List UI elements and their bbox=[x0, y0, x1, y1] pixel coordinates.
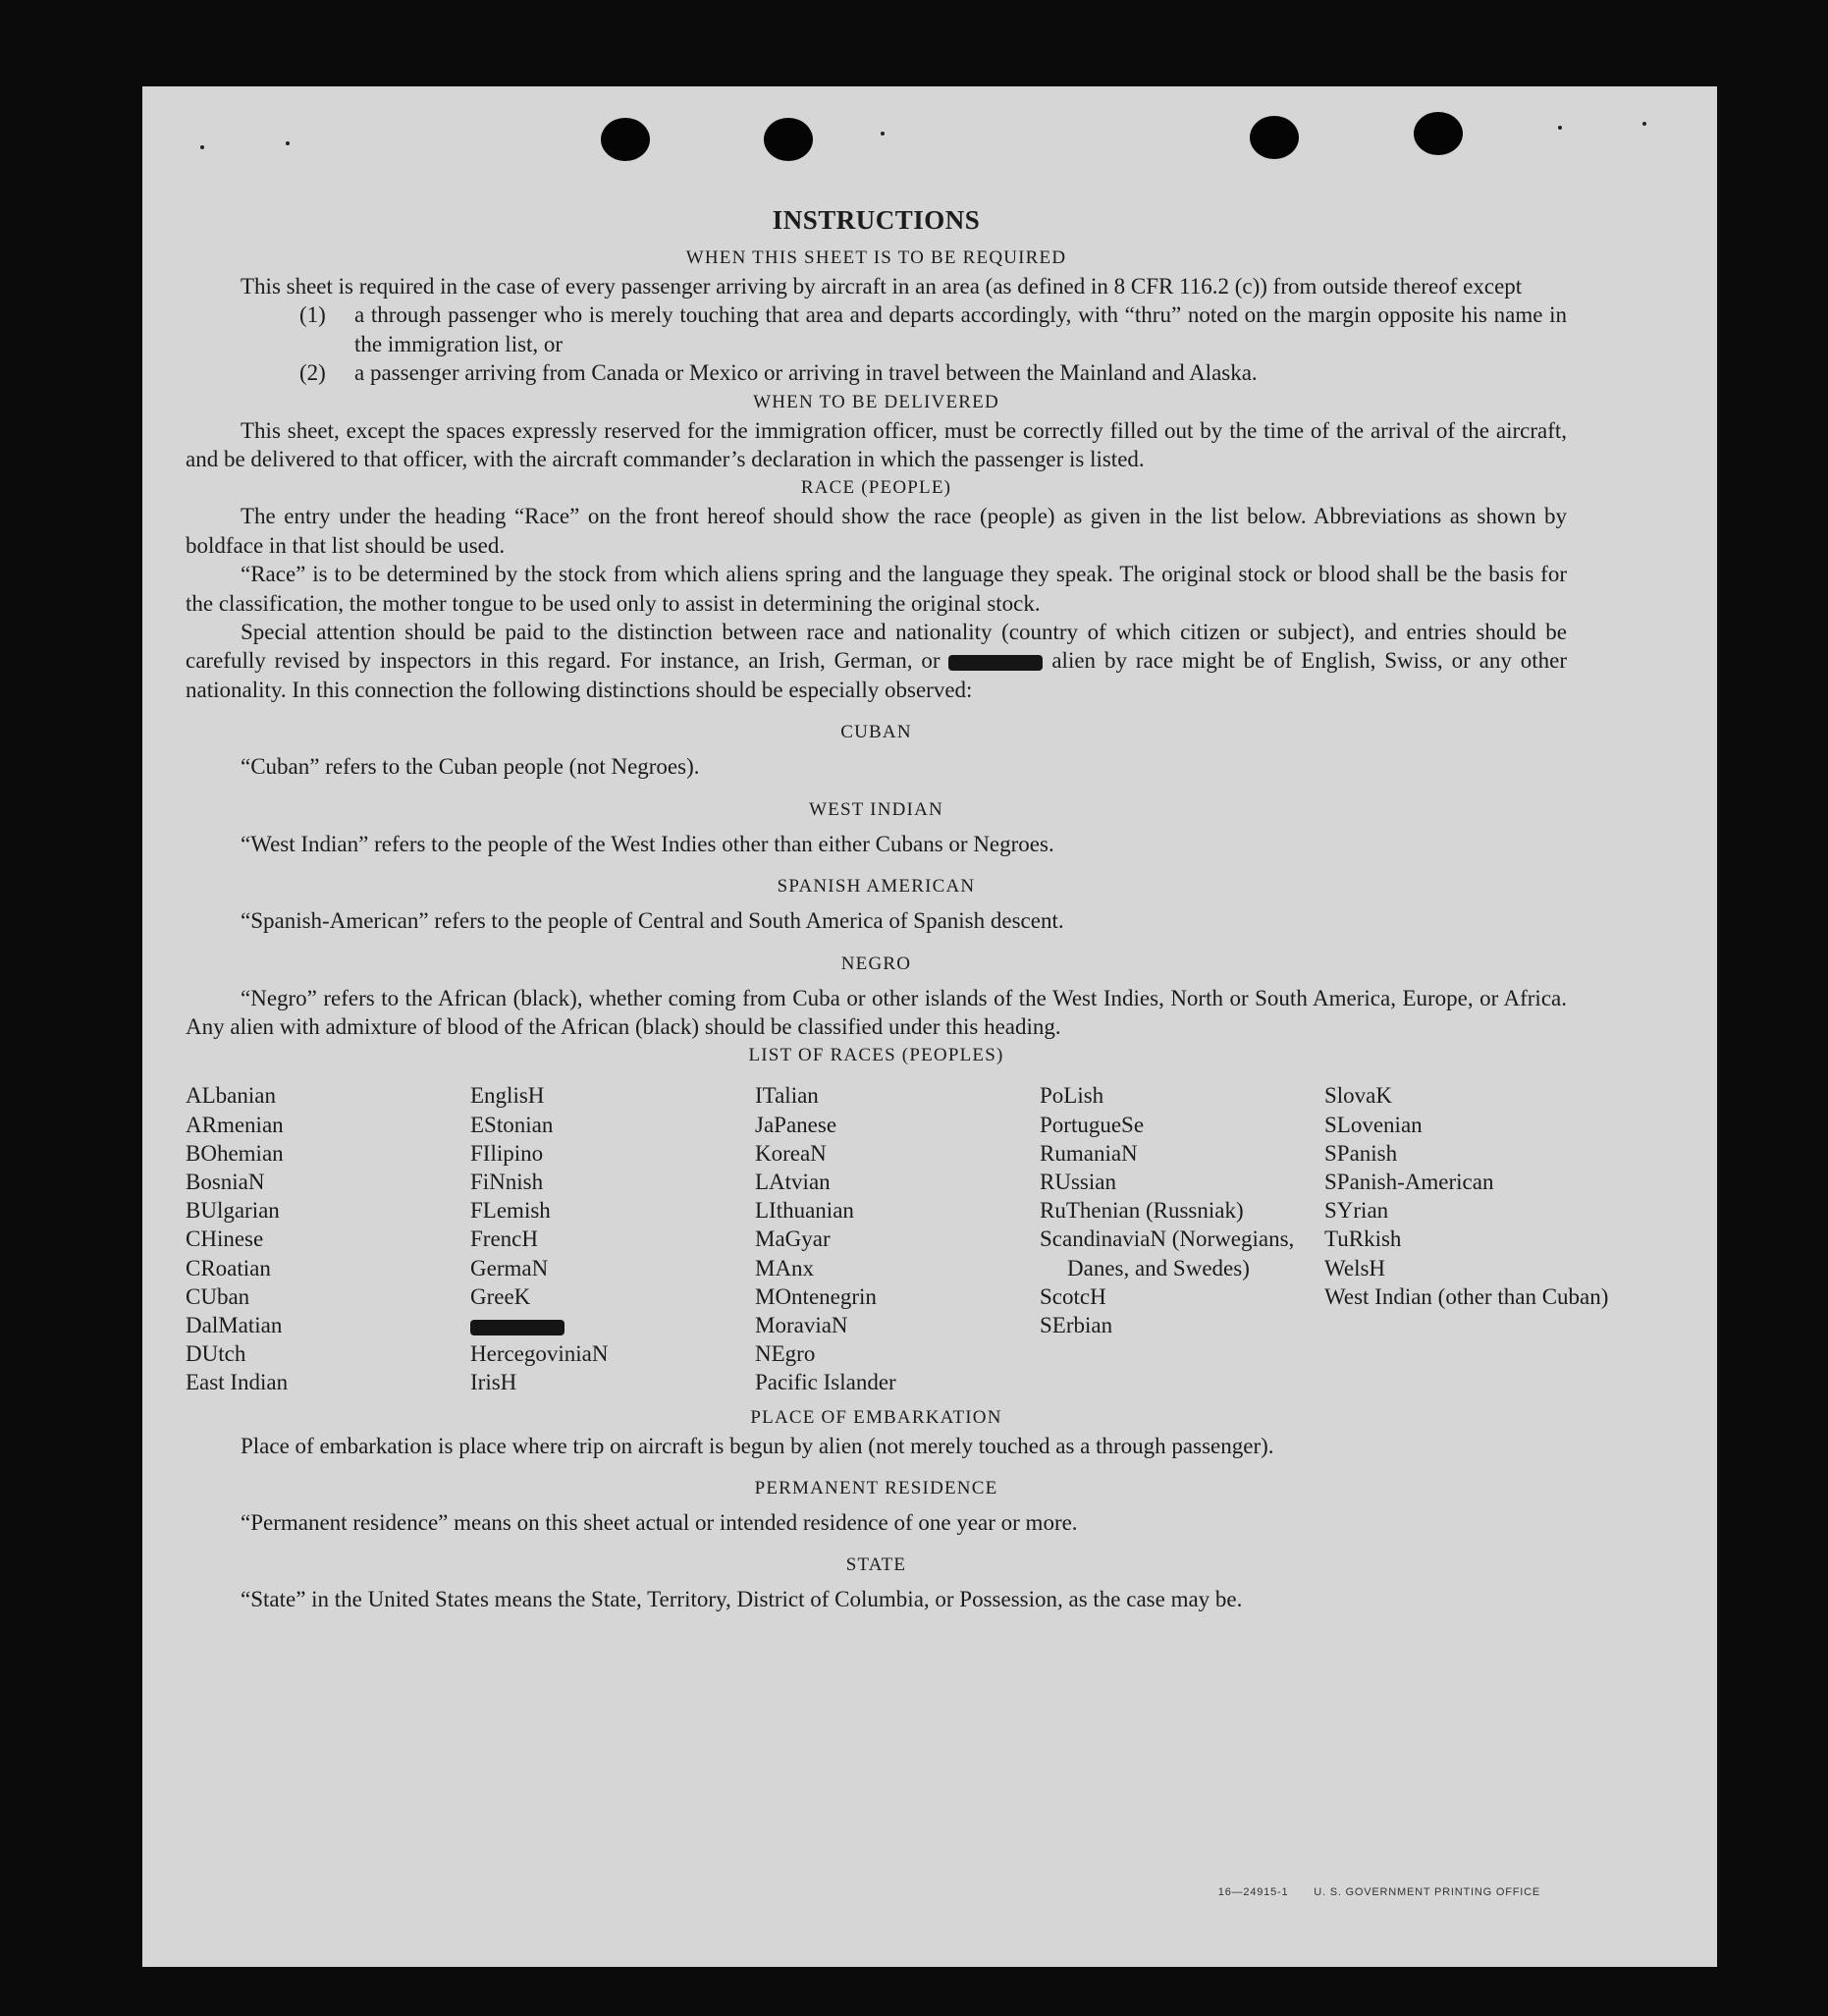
race-entry: FLemish bbox=[470, 1198, 551, 1224]
race-entry: MAnx bbox=[755, 1255, 815, 1280]
west-indian-text: “West Indian” refers to the people of the West Indies other than either Cubans or Negroes. bbox=[241, 831, 1054, 856]
speck bbox=[200, 145, 204, 149]
printer-credit: U. S. GOVERNMENT PRINTING OFFICE bbox=[1314, 1886, 1540, 1898]
document-sheet bbox=[142, 86, 1717, 1967]
heading-list-of-races: LIST OF RACES (PEOPLES) bbox=[748, 1045, 1004, 1066]
race-column bbox=[186, 1081, 470, 1396]
race-entry: BUlgarian bbox=[186, 1198, 280, 1224]
race-paragraph-3 bbox=[186, 618, 1567, 704]
heading-west-indian: WEST INDIAN bbox=[809, 798, 943, 820]
spanish-american-text: “Spanish-American” refers to the people of Central and South America of Spanish descent. bbox=[241, 908, 1064, 934]
race-entry: IrisH bbox=[470, 1370, 517, 1395]
race-entry: ARmenian bbox=[186, 1112, 284, 1137]
negro-text: “Negro” refers to the African (black), whether coming from Cuba or other islands of the West Indies, North or South America, Europe, or Africa. Any alien with admixture of blood of the African (black) should be classified under this heading. bbox=[186, 985, 1567, 1039]
race-entry: Pacific Islander bbox=[755, 1370, 896, 1395]
race-entry: HercegoviniaN bbox=[470, 1341, 609, 1367]
heading-state: STATE bbox=[845, 1554, 907, 1576]
race-entry: KoreaN bbox=[755, 1140, 827, 1166]
race-entry: TuRkish bbox=[1324, 1226, 1402, 1252]
race-entry: EStonian bbox=[470, 1112, 554, 1137]
race-entry-redacted bbox=[470, 1311, 755, 1339]
exception-item bbox=[299, 358, 1567, 387]
race-entry: East Indian bbox=[186, 1370, 289, 1395]
exception-item bbox=[299, 300, 1567, 358]
exception-number: (2) bbox=[299, 360, 326, 386]
race-entry: RuThenian (Russniak) bbox=[1040, 1198, 1244, 1224]
speck bbox=[1642, 122, 1646, 126]
form-number: 16—24915-1 bbox=[1217, 1886, 1289, 1898]
race-paragraph-3-part-a: Special attention should be paid to the distinction between race and nationality (country of which citizen or subject), and entries should be carefully revised by inspectors in this regard. For instance, an Irish, German, or bbox=[186, 620, 1567, 674]
heading-embarkation: PLACE OF EMBARKATION bbox=[750, 1406, 1002, 1428]
speck bbox=[286, 141, 290, 145]
redacted-word bbox=[470, 1320, 565, 1335]
race-entry: RumaniaN bbox=[1040, 1140, 1138, 1166]
race-entry: ScandinaviaN (Norwegians, Danes, and Swedes) bbox=[1040, 1226, 1295, 1280]
race-entry: ITalian bbox=[755, 1083, 819, 1109]
race-entry: WelsH bbox=[1324, 1255, 1386, 1280]
race-entry: MaGyar bbox=[755, 1226, 831, 1252]
when-required-intro: This sheet is required in the case of every passenger arriving by aircraft in an area (as defined in 8 CFR 116.2 (c)) from outside thereof except bbox=[241, 274, 1523, 299]
race-entry: ScotcH bbox=[1040, 1283, 1106, 1309]
punch-hole bbox=[764, 118, 813, 161]
heading-spanish-american: SPANISH AMERICAN bbox=[777, 876, 976, 898]
race-list bbox=[186, 1081, 1609, 1396]
race-column bbox=[1324, 1081, 1609, 1396]
race-entry: BosniaN bbox=[186, 1169, 265, 1194]
race-entry: ALbanian bbox=[186, 1083, 276, 1109]
race-entry: BOhemian bbox=[186, 1140, 284, 1166]
race-column bbox=[470, 1081, 755, 1396]
race-entry: West Indian (other than Cuban) bbox=[1324, 1283, 1609, 1309]
race-entry: CRoatian bbox=[186, 1255, 271, 1280]
race-entry: DalMatian bbox=[186, 1312, 283, 1337]
race-entry: JaPanese bbox=[755, 1112, 837, 1137]
heading-cuban: CUBAN bbox=[840, 722, 912, 743]
race-entry: SlovaK bbox=[1324, 1083, 1392, 1109]
race-entry: PoLish bbox=[1040, 1083, 1104, 1109]
heading-when-required: WHEN THIS SHEET IS TO BE REQUIRED bbox=[685, 247, 1067, 268]
race-paragraph-1: The entry under the heading “Race” on the front hereof should show the race (people) as given in the list below. Abbreviations as shown by boldface in that list should be used. bbox=[186, 504, 1567, 558]
embarkation-text: Place of embarkation is place where trip on aircraft is begun by alien (not merely touched as a through passenger). bbox=[241, 1433, 1274, 1458]
race-entry: DUtch bbox=[186, 1341, 246, 1367]
when-delivered-text: This sheet, except the spaces expressly reserved for the immigration officer, must be correctly filled out by the time of the arrival of the aircraft, and be delivered to that officer, with the aircraft commander’s declaration in which the passenger is listed. bbox=[186, 417, 1567, 472]
race-entry: PortugueSe bbox=[1040, 1112, 1145, 1137]
heading-race: RACE (PEOPLE) bbox=[800, 477, 952, 499]
race-entry: EnglisH bbox=[470, 1083, 545, 1109]
heading-when-delivered: WHEN TO BE DELIVERED bbox=[753, 391, 999, 412]
race-entry: MoraviaN bbox=[755, 1312, 848, 1337]
race-entry: FIlipino bbox=[470, 1140, 544, 1166]
race-entry: SPanish-American bbox=[1324, 1169, 1494, 1194]
race-entry: CUban bbox=[186, 1283, 250, 1309]
punch-hole bbox=[1250, 116, 1299, 159]
residence-text: “Permanent residence” means on this sheet actual or intended residence of one year or more. bbox=[241, 1509, 1078, 1535]
exception-text: a passenger arriving from Canada or Mexico or arriving in travel between the Mainland and Alaska. bbox=[354, 360, 1258, 386]
exception-text: a through passenger who is merely touching that area and departs accordingly, with “thru” noted on the margin opposite his name in the immigration list, or bbox=[354, 302, 1567, 356]
race-entry: CHinese bbox=[186, 1226, 264, 1252]
speck bbox=[881, 132, 885, 136]
race-column bbox=[755, 1081, 1040, 1396]
race-entry: SYrian bbox=[1324, 1198, 1389, 1224]
race-entry: GreeK bbox=[470, 1283, 531, 1309]
heading-permanent-residence: PERMANENT RESIDENCE bbox=[754, 1477, 998, 1498]
race-entry: NEgro bbox=[755, 1341, 816, 1367]
race-entry: LIthuanian bbox=[755, 1198, 854, 1224]
race-entry: SPanish bbox=[1324, 1140, 1398, 1166]
redacted-word bbox=[948, 655, 1043, 671]
heading-negro: NEGRO bbox=[840, 953, 912, 974]
race-entry: GermaN bbox=[470, 1255, 549, 1280]
page-title: INSTRUCTIONS bbox=[772, 205, 981, 235]
race-entry: SErbian bbox=[1040, 1312, 1113, 1337]
race-entry: FrencH bbox=[470, 1226, 538, 1252]
race-column bbox=[1040, 1081, 1324, 1396]
state-text: “State” in the United States means the State, Territory, District of Columbia, or Possession, as the case may be. bbox=[241, 1587, 1243, 1612]
speck bbox=[1558, 126, 1562, 130]
race-entry: LAtvian bbox=[755, 1169, 831, 1194]
punch-hole bbox=[601, 118, 650, 161]
print-footer bbox=[1197, 1886, 1540, 1898]
race-entry: MOntenegrin bbox=[755, 1283, 877, 1309]
race-entry: RUssian bbox=[1040, 1169, 1116, 1194]
race-entry: SLovenian bbox=[1324, 1112, 1423, 1137]
instructions-content bbox=[186, 204, 1609, 1614]
exception-number: (1) bbox=[299, 302, 326, 328]
race-paragraph-2: “Race” is to be determined by the stock from which aliens spring and the language they speak. The original stock or blood shall be the basis for the classification, the mother tongue to be used only to assist in determining the original stock. bbox=[186, 562, 1567, 616]
punch-hole bbox=[1414, 112, 1463, 155]
race-paragraph-3-part-b: alien by race might be of English, Swiss, or any other nationality. In this connection the following distinctions should be especially observed: bbox=[186, 648, 1568, 702]
cuban-text: “Cuban” refers to the Cuban people (not Negroes). bbox=[241, 754, 700, 780]
race-entry: FiNnish bbox=[470, 1169, 544, 1194]
